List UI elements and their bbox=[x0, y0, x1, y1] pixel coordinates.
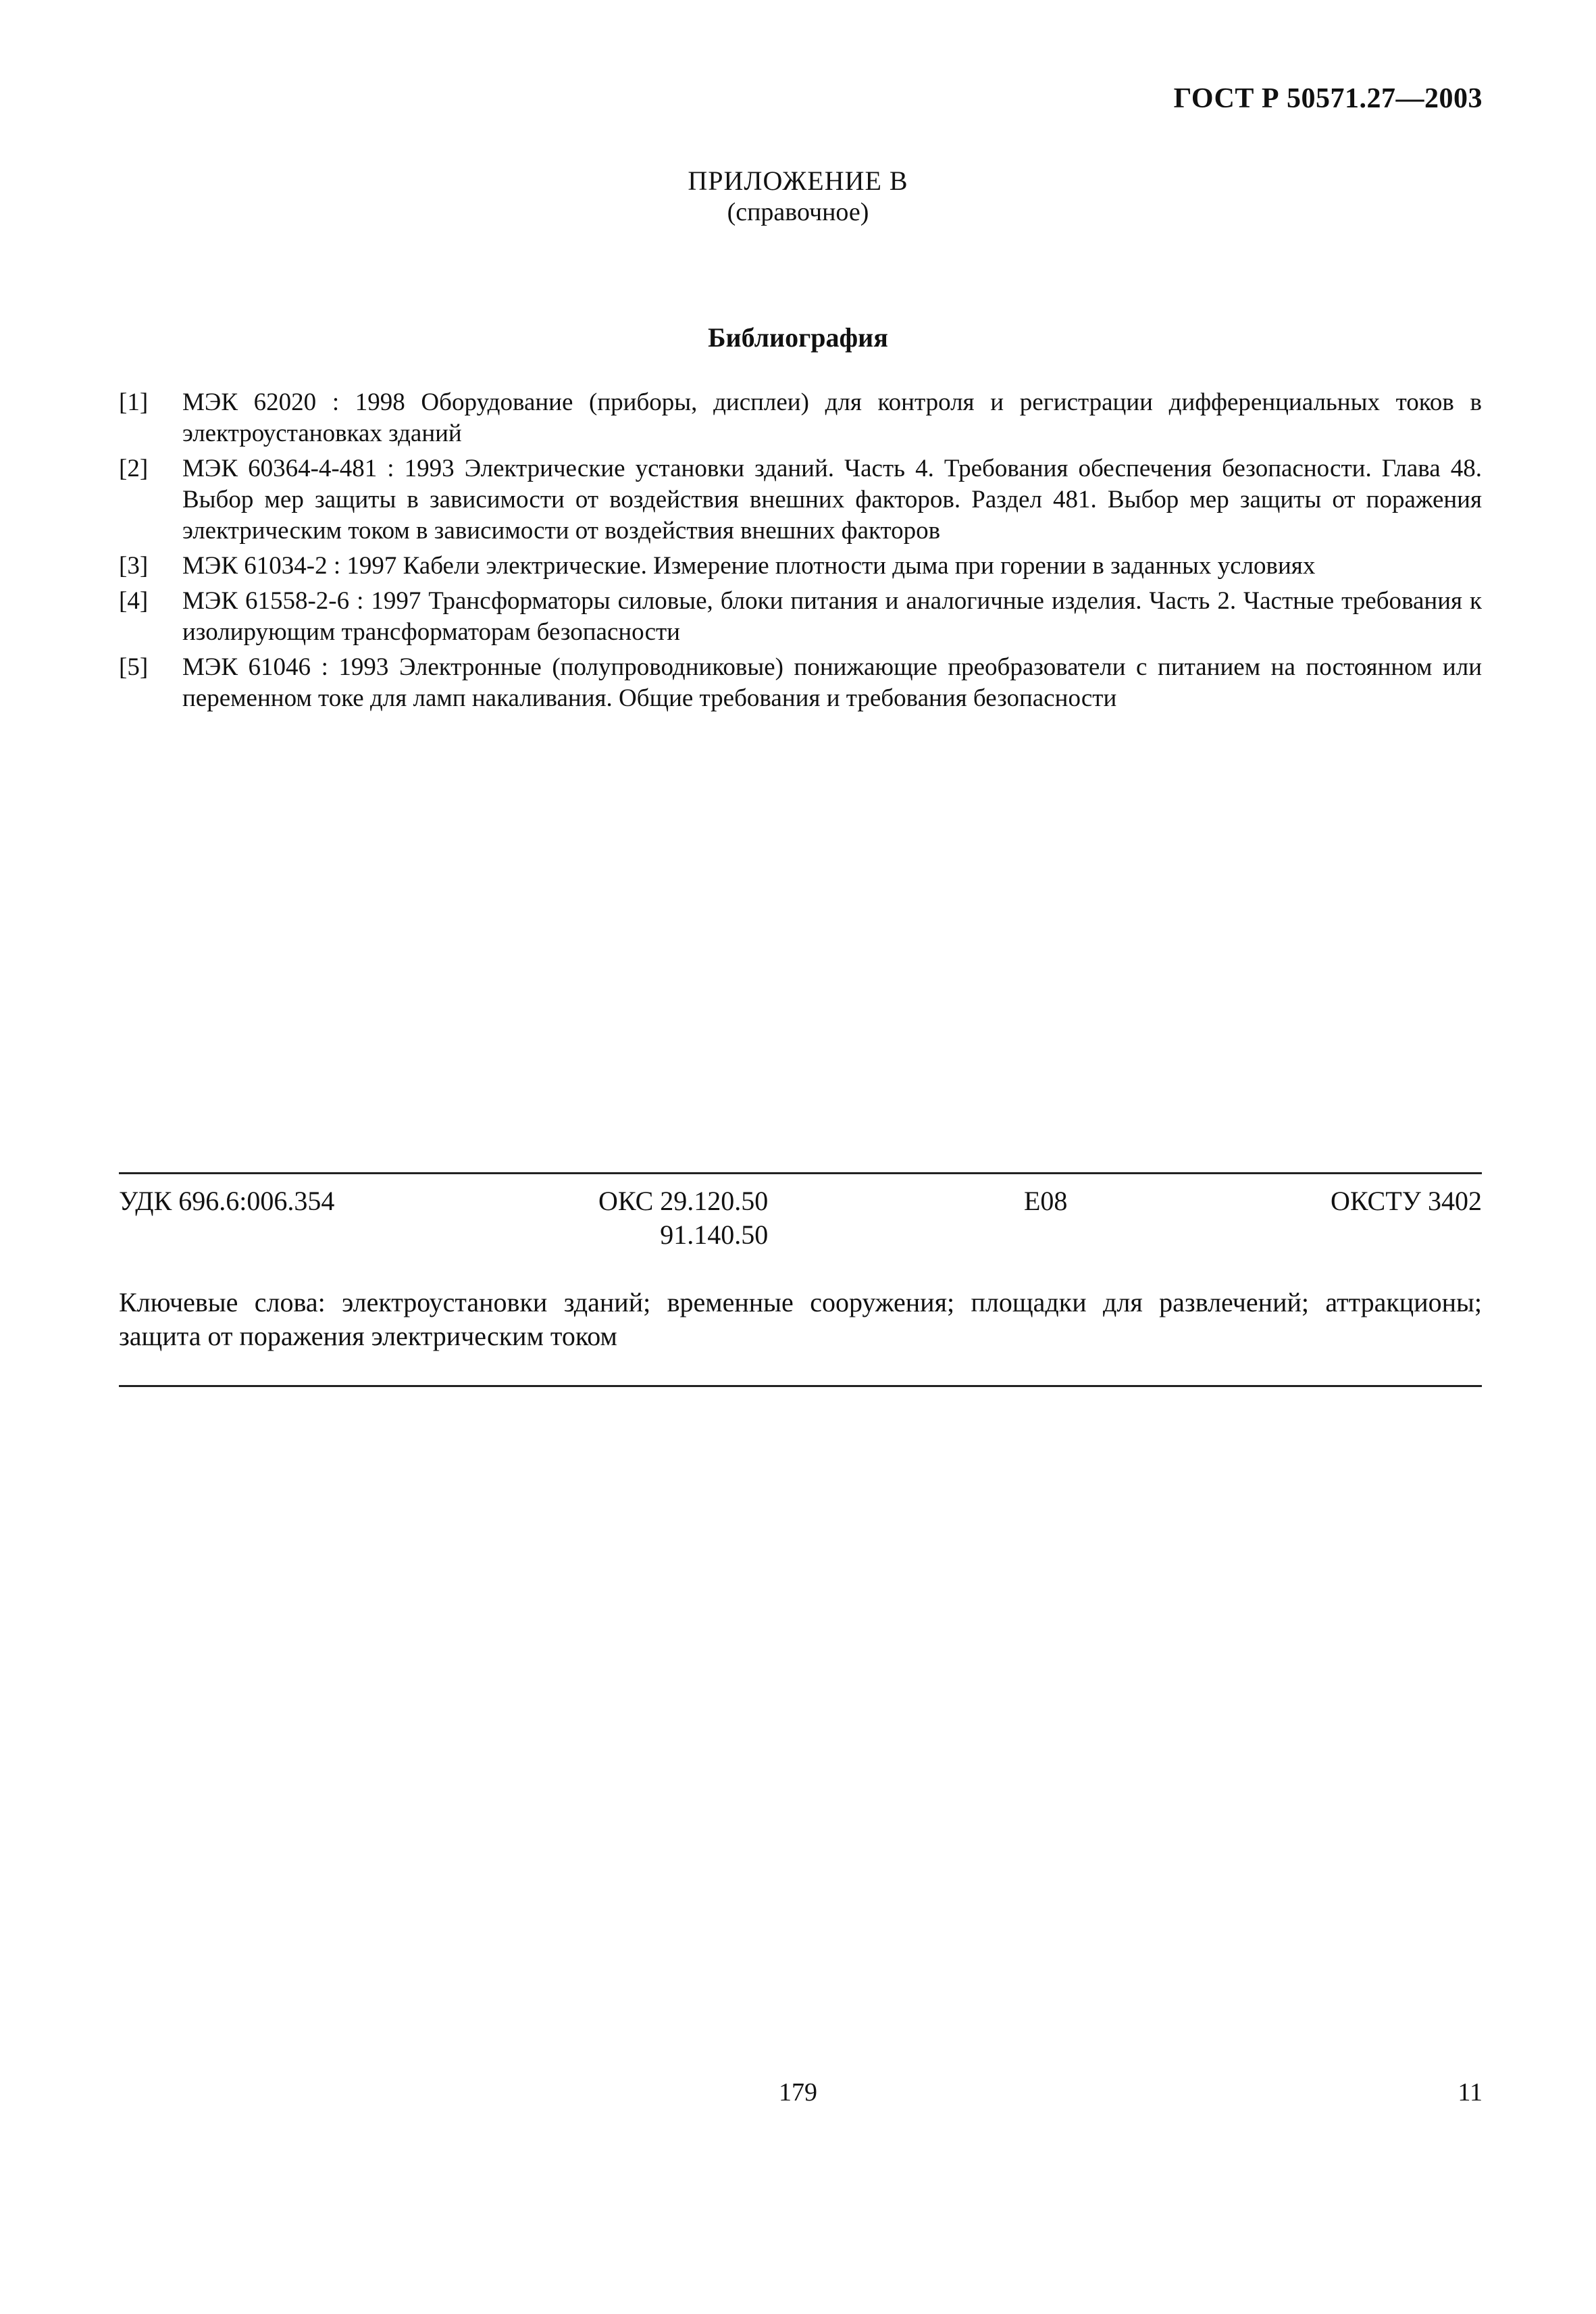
udk-code: УДК 696.6:006.354 bbox=[119, 1186, 335, 1216]
bibliography-item-text: МЭК 61046 : 1993 Электронные (полупроводниковые) понижающие преобразователи с питанием на постоянном или переменном токе для ламп накаливания. Общие требования и требования безопасности bbox=[182, 653, 1482, 712]
bibliography-item bbox=[119, 453, 1482, 547]
oks-code-secondary: 91.140.50 bbox=[660, 1219, 769, 1250]
bibliography-item-number: [2] bbox=[119, 455, 149, 482]
bibliography-item bbox=[119, 586, 1482, 648]
keywords: Ключевые слова: электроустановки зданий; временные сооружения; площадки для развлечений; аттракционы; защита от поражения электрическим током bbox=[119, 1287, 1482, 1351]
classification-row bbox=[119, 1184, 1482, 1259]
bibliography-item-number: [4] bbox=[119, 587, 149, 615]
page-number-right: 11 bbox=[1458, 2078, 1483, 2107]
page-number-center: 179 bbox=[779, 2078, 817, 2107]
bibliography-item bbox=[119, 387, 1482, 449]
bibliography-item-number: [1] bbox=[119, 388, 149, 416]
divider-bottom bbox=[119, 1385, 1482, 1387]
bibliography-item bbox=[119, 551, 1482, 582]
okstu-code: ОКСТУ 3402 bbox=[1330, 1186, 1482, 1216]
appendix-title: ПРИЛОЖЕНИЕ В bbox=[688, 166, 908, 196]
divider-top bbox=[119, 1172, 1482, 1174]
standard-code: ГОСТ Р 50571.27—2003 bbox=[1173, 83, 1483, 114]
bibliography-item-number: [5] bbox=[119, 653, 149, 681]
bibliography-item-number: [3] bbox=[119, 552, 149, 580]
category-code: Е08 bbox=[1024, 1186, 1068, 1216]
oks-code-primary: ОКС 29.120.50 bbox=[598, 1186, 769, 1216]
bibliography-item-text: МЭК 62020 : 1998 Оборудование (приборы, дисплеи) для контроля и регистрации дифференциальных токов в электроустановках зданий bbox=[182, 388, 1482, 447]
bibliography-heading: Библиография bbox=[708, 322, 888, 353]
bibliography-list bbox=[119, 387, 1482, 718]
bibliography-item-text: МЭК 61558-2-6 : 1997 Трансформаторы силовые, блоки питания и аналогичные изделия. Часть 2. Частные требования к изолирующим трансформаторам безопасности bbox=[182, 587, 1482, 646]
bibliography-item-text: МЭК 61034-2 : 1997 Кабели электрические. Измерение плотности дыма при горении в заданных условиях bbox=[182, 552, 1316, 580]
appendix-subtitle: (справочное) bbox=[727, 198, 869, 226]
appendix-header bbox=[0, 166, 1596, 228]
bibliography-item-text: МЭК 60364-4-481 : 1993 Электрические установки зданий. Часть 4. Требования обеспечения безопасности. Глава 48. Выбор мер защиты в зависимости от воздействия внешних факторов. Раздел 481. Выбор мер защиты от поражения электрическим током в зависимости от воздействия внешних факторов bbox=[182, 455, 1482, 545]
oks-codes bbox=[598, 1184, 768, 1252]
bibliography-item bbox=[119, 652, 1482, 714]
